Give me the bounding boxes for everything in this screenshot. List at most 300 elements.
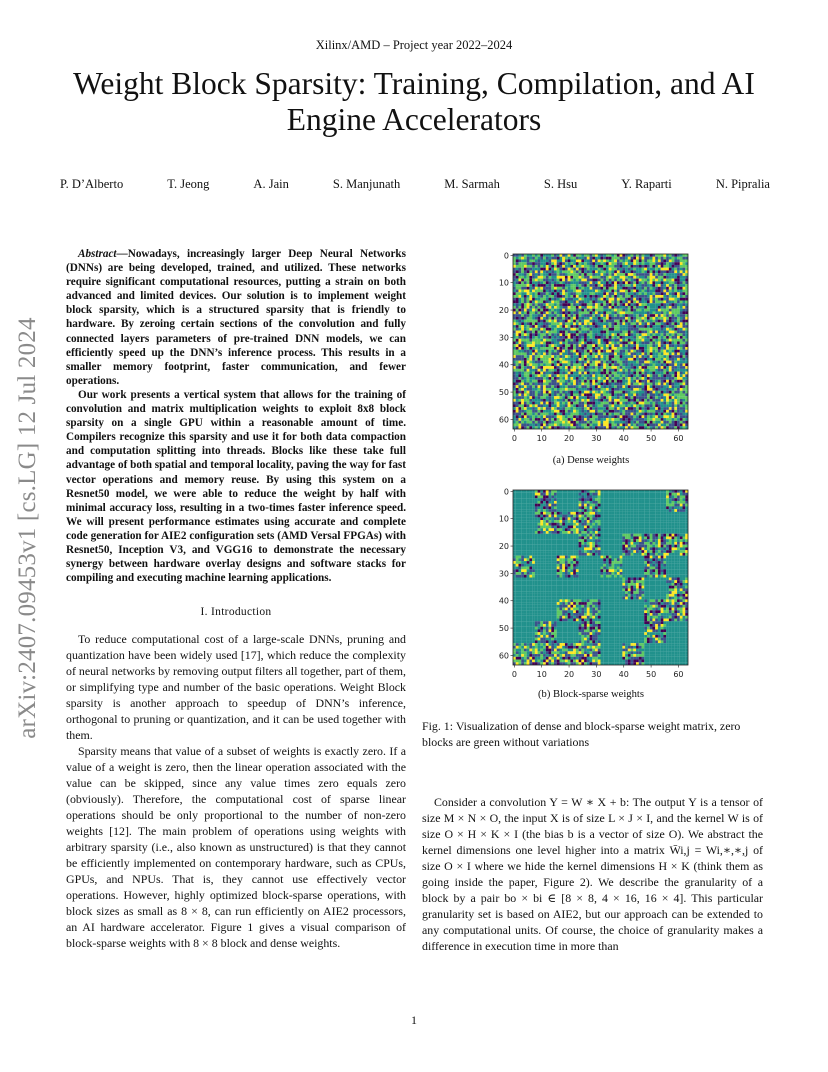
heatmap-cell (554, 372, 557, 375)
heatmap-cell (581, 407, 584, 410)
heatmap-cell (562, 385, 565, 388)
heatmap-cell (633, 509, 636, 512)
heatmap-cell (628, 391, 631, 394)
heatmap-cell (628, 339, 631, 342)
heatmap-cell (587, 265, 590, 268)
heatmap-cell (527, 380, 530, 383)
heatmap-cell (636, 366, 639, 369)
heatmap-cell (535, 369, 538, 372)
heatmap-cell (672, 407, 675, 410)
heatmap-cell (614, 520, 617, 523)
heatmap-cell (559, 407, 562, 410)
heatmap-cell (576, 325, 579, 328)
heatmap-cell (663, 515, 666, 518)
heatmap-cell (642, 523, 645, 526)
heatmap-cell (549, 399, 552, 402)
heatmap-cell (666, 493, 669, 496)
heatmap-cell (581, 339, 584, 342)
heatmap-cell (663, 314, 666, 317)
heatmap-cell (661, 300, 664, 303)
heatmap-cell (661, 369, 664, 372)
heatmap-cell (669, 314, 672, 317)
heatmap-cell (674, 257, 677, 260)
heatmap-cell (576, 347, 579, 350)
heatmap-cell (611, 523, 614, 526)
heatmap-cell (617, 523, 620, 526)
heatmap-cell (568, 355, 571, 358)
heatmap-cell (611, 342, 614, 345)
heatmap-cell (683, 350, 686, 353)
heatmap-cell (683, 421, 686, 424)
heatmap-cell (655, 399, 658, 402)
heatmap-cell (609, 270, 612, 273)
heatmap-cell (521, 377, 524, 380)
heatmap-cell (570, 311, 573, 314)
heatmap-cell (603, 358, 606, 361)
heatmap-cell (592, 265, 595, 268)
heatmap-cell (614, 410, 617, 413)
heatmap-cell (631, 498, 634, 501)
heatmap-cell (644, 396, 647, 399)
heatmap-cell (532, 317, 535, 320)
heatmap-cell (521, 418, 524, 421)
heatmap-cell (543, 276, 546, 279)
heatmap-cell (532, 306, 535, 309)
heatmap-cell (603, 421, 606, 424)
heatmap-cell (601, 333, 604, 336)
heatmap-cell (557, 259, 560, 262)
heatmap-cell (538, 374, 541, 377)
heatmap-cell (633, 336, 636, 339)
heatmap-cell (611, 404, 614, 407)
heatmap-cell (551, 352, 554, 355)
heatmap-cell (666, 380, 669, 383)
heatmap-cell (683, 391, 686, 394)
heatmap-cell (655, 498, 658, 501)
heatmap-cell (614, 372, 617, 375)
heatmap-cell (680, 410, 683, 413)
heatmap-cell (669, 352, 672, 355)
heatmap-cell (628, 504, 631, 507)
heatmap-cell (535, 270, 538, 273)
heatmap-cell (663, 512, 666, 515)
heatmap-cell (652, 342, 655, 345)
heatmap-cell (644, 358, 647, 361)
heatmap-cell (554, 262, 557, 265)
heatmap-cell (655, 320, 658, 323)
heatmap-cell (674, 421, 677, 424)
heatmap-cell (543, 509, 546, 512)
heatmap-cell (672, 344, 675, 347)
heatmap-cell (546, 322, 549, 325)
heatmap-cell (661, 281, 664, 284)
heatmap-cell (683, 418, 686, 421)
heatmap-cell (513, 424, 516, 427)
heatmap-cell (644, 268, 647, 271)
heatmap-cell (581, 265, 584, 268)
heatmap-cell (546, 259, 549, 262)
heatmap-cell (529, 311, 532, 314)
heatmap-cell (601, 317, 604, 320)
heatmap-cell (647, 254, 650, 257)
heatmap-cell (557, 363, 560, 366)
heatmap-cell (609, 276, 612, 279)
heatmap-cell (521, 339, 524, 342)
heatmap-cell (674, 311, 677, 314)
heatmap-cell (527, 361, 530, 364)
heatmap-cell (606, 498, 609, 501)
heatmap-cell (611, 512, 614, 515)
heatmap-cell (521, 415, 524, 418)
heatmap-cell (587, 515, 590, 518)
heatmap-cell (661, 355, 664, 358)
heatmap-cell (652, 388, 655, 391)
heatmap-cell (669, 298, 672, 301)
heatmap-cell (622, 287, 625, 290)
heatmap-cell (587, 424, 590, 427)
heatmap-cell (590, 501, 593, 504)
heatmap-cell (538, 509, 541, 512)
heatmap-cell (642, 410, 645, 413)
heatmap-cell (647, 257, 650, 260)
heatmap-cell (642, 404, 645, 407)
heatmap-cell (669, 273, 672, 276)
heatmap-cell (617, 383, 620, 386)
heatmap-cell (683, 265, 686, 268)
heatmap-cell (516, 402, 519, 405)
heatmap-cell (521, 350, 524, 353)
heatmap-cell (628, 306, 631, 309)
heatmap-cell (611, 270, 614, 273)
heatmap-cell (603, 333, 606, 336)
heatmap-cell (622, 265, 625, 268)
heatmap-cell (636, 300, 639, 303)
heatmap-cell (650, 399, 653, 402)
heatmap-cell (683, 331, 686, 334)
heatmap-cell (568, 490, 571, 493)
heatmap-cell (513, 377, 516, 380)
heatmap-cell (527, 493, 530, 496)
heatmap-cell (642, 311, 645, 314)
heatmap-cell (677, 347, 680, 350)
heatmap-cell (611, 355, 614, 358)
heatmap-cell (644, 418, 647, 421)
heatmap-cell (650, 523, 653, 526)
heatmap-cell (546, 311, 549, 314)
heatmap-cell (669, 270, 672, 273)
heatmap-cell (557, 377, 560, 380)
heatmap-cell (521, 295, 524, 298)
heatmap-cell (559, 380, 562, 383)
heatmap-cell (611, 336, 614, 339)
heatmap-cell (529, 265, 532, 268)
heatmap-cell (576, 336, 579, 339)
heatmap-cell (628, 342, 631, 345)
heatmap-cell (557, 344, 560, 347)
heatmap-cell (513, 331, 516, 334)
heatmap-cell (549, 336, 552, 339)
heatmap-cell (611, 325, 614, 328)
heatmap-cell (620, 279, 623, 282)
heatmap-cell (614, 257, 617, 260)
heatmap-cell (614, 396, 617, 399)
heatmap-cell (513, 270, 516, 273)
heatmap-cell (529, 262, 532, 265)
heatmap-cell (617, 292, 620, 295)
heatmap-cell (524, 257, 527, 260)
heatmap-cell (516, 336, 519, 339)
heatmap-cell (647, 504, 650, 507)
heatmap-cell (559, 352, 562, 355)
heatmap-cell (674, 306, 677, 309)
heatmap-cell (562, 374, 565, 377)
heatmap-cell (672, 383, 675, 386)
heatmap-cell (595, 309, 598, 312)
heatmap-cell (606, 383, 609, 386)
heatmap-cell (666, 311, 669, 314)
heatmap-cell (642, 506, 645, 509)
heatmap-cell (535, 342, 538, 345)
heatmap-cell (631, 501, 634, 504)
heatmap-cell (568, 350, 571, 353)
heatmap-cell (611, 413, 614, 416)
heatmap-cell (628, 509, 631, 512)
heatmap-cell (595, 336, 598, 339)
heatmap-cell (516, 501, 519, 504)
heatmap-cell (551, 410, 554, 413)
heatmap-cell (666, 279, 669, 282)
heatmap-cell (658, 372, 661, 375)
heatmap-cell (516, 526, 519, 529)
heatmap-cell (565, 493, 568, 496)
heatmap-cell (633, 254, 636, 257)
heatmap-cell (622, 309, 625, 312)
heatmap-cell (633, 506, 636, 509)
heatmap-cell (529, 314, 532, 317)
heatmap-cell (549, 393, 552, 396)
heatmap-cell (576, 407, 579, 410)
heatmap-cell (677, 298, 680, 301)
heatmap-cell (595, 325, 598, 328)
heatmap-cell (581, 347, 584, 350)
heatmap-cell (633, 495, 636, 498)
heatmap-cell (636, 352, 639, 355)
heatmap-cell (652, 281, 655, 284)
heatmap-cell (535, 493, 538, 496)
heatmap-cell (631, 298, 634, 301)
heatmap-cell (524, 281, 527, 284)
heatmap-cell (631, 424, 634, 427)
heatmap-cell (592, 350, 595, 353)
heatmap-cell (601, 509, 604, 512)
heatmap-cell (663, 311, 666, 314)
heatmap-cell (658, 388, 661, 391)
heatmap-cell (521, 393, 524, 396)
heatmap-cell (543, 383, 546, 386)
heatmap-cell (642, 292, 645, 295)
heatmap-cell (513, 309, 516, 312)
heatmap-cell (538, 410, 541, 413)
heatmap-cell (529, 410, 532, 413)
heatmap-cell (540, 369, 543, 372)
heatmap-cell (642, 424, 645, 427)
heatmap-cell (587, 383, 590, 386)
heatmap-cell (546, 254, 549, 257)
heatmap-cell (639, 372, 642, 375)
heatmap-cell (549, 418, 552, 421)
heatmap-cell (622, 393, 625, 396)
heatmap-cell (611, 402, 614, 405)
heatmap-cell (554, 490, 557, 493)
heatmap-cell (592, 259, 595, 262)
heatmap-cell (579, 273, 582, 276)
heatmap-cell (565, 501, 568, 504)
heatmap-cell (573, 295, 576, 298)
heatmap-cell (579, 331, 582, 334)
heatmap-cell (622, 262, 625, 265)
heatmap-cell (674, 292, 677, 295)
heatmap-cell (570, 402, 573, 405)
heatmap-cell (559, 314, 562, 317)
heatmap-cell (666, 265, 669, 268)
heatmap-cell (540, 380, 543, 383)
heatmap-cell (538, 303, 541, 306)
heatmap-cell (677, 377, 680, 380)
heatmap-cell (633, 300, 636, 303)
heatmap-cell (598, 350, 601, 353)
heatmap-cell (587, 493, 590, 496)
heatmap-cell (532, 501, 535, 504)
heatmap-cell (666, 331, 669, 334)
heatmap-cell (633, 331, 636, 334)
heatmap-cell (639, 287, 642, 290)
heatmap-cell (650, 380, 653, 383)
heatmap-cell (538, 372, 541, 375)
heatmap-cell (551, 388, 554, 391)
heatmap-cell (516, 262, 519, 265)
heatmap-cell (521, 490, 524, 493)
heatmap-cell (625, 396, 628, 399)
heatmap-cell (647, 490, 650, 493)
heatmap-cell (609, 322, 612, 325)
heatmap-cell (680, 520, 683, 523)
heatmap-cell (661, 407, 664, 410)
heatmap-cell (658, 303, 661, 306)
heatmap-cell (620, 311, 623, 314)
heatmap-cell (538, 336, 541, 339)
heatmap-cell (538, 418, 541, 421)
intro-paragraph: Sparsity means that value of a subset of weights is exactly zero. If a value of a weight is zero, then the linear operation associated with the value can be skipped, since any value times zero equals zero (obviously). Therefore, the computational cost of sparse linear operations should be only proportional to the number of non-zero weights [12]. The main problem of operations using weights with arbitrary sparsity (i.e., also known as unstructured) is that they cannot be efficiently implemented on contemporary hardware, such as CPUs, GPUs, and NPUs. That is, they cannot use effectively vector operations. However, highly optimized block-sparse operations, with block sizes as small as 8 × 8, can run efficiently on AIE2 processors, an AI hardware accelerator. Figure 1 gives a visual comparison of block-sparse weights with 8 × 8 block and dense weights. (66, 744, 406, 950)
heatmap-cell (551, 257, 554, 260)
heatmap-cell (543, 358, 546, 361)
heatmap-cell (592, 317, 595, 320)
heatmap-cell (620, 385, 623, 388)
heatmap-cell (661, 306, 664, 309)
heatmap-cell (568, 325, 571, 328)
heatmap-cell (639, 273, 642, 276)
heatmap-cell (617, 268, 620, 271)
heatmap-cell (669, 257, 672, 260)
heatmap-cell (562, 506, 565, 509)
heatmap-cell (518, 493, 521, 496)
heatmap-cell (579, 506, 582, 509)
heatmap-cell (631, 495, 634, 498)
heatmap-cell (554, 328, 557, 331)
heatmap-cell (513, 333, 516, 336)
heatmap-cell (636, 380, 639, 383)
heatmap-cell (518, 331, 521, 334)
heatmap-cell (562, 287, 565, 290)
heatmap-cell (636, 336, 639, 339)
heatmap-cell (677, 336, 680, 339)
heatmap-cell (677, 317, 680, 320)
heatmap-cell (562, 309, 565, 312)
heatmap-cell (672, 254, 675, 257)
heatmap-cell (655, 347, 658, 350)
heatmap-cell (628, 314, 631, 317)
heatmap-cell (672, 512, 675, 515)
heatmap-cell (677, 374, 680, 377)
heatmap-cell (568, 298, 571, 301)
heatmap-cell (639, 355, 642, 358)
heatmap-cell (661, 498, 664, 501)
heatmap-cell (535, 515, 538, 518)
heatmap-cell (521, 317, 524, 320)
heatmap-cell (568, 495, 571, 498)
heatmap-cell (636, 331, 639, 334)
heatmap-cell (598, 366, 601, 369)
heatmap-cell (513, 515, 516, 518)
heatmap-cell (524, 352, 527, 355)
heatmap-cell (513, 501, 516, 504)
heatmap-cell (535, 254, 538, 257)
heatmap-cell (672, 410, 675, 413)
heatmap-cell (538, 495, 541, 498)
heatmap-cell (543, 369, 546, 372)
heatmap-cell (529, 369, 532, 372)
heatmap-cell (680, 372, 683, 375)
heatmap-cell (636, 281, 639, 284)
heatmap-cell (527, 501, 530, 504)
heatmap-cell (598, 399, 601, 402)
heatmap-cell (606, 407, 609, 410)
heatmap-cell (592, 287, 595, 290)
heatmap-cell (587, 292, 590, 295)
heatmap-cell (532, 311, 535, 314)
heatmap-cell (622, 336, 625, 339)
heatmap-cell (587, 350, 590, 353)
heatmap-cell (622, 498, 625, 501)
heatmap-cell (535, 306, 538, 309)
heatmap-cell (587, 306, 590, 309)
heatmap-cell (579, 523, 582, 526)
heatmap-cell (603, 509, 606, 512)
heatmap-cell (543, 421, 546, 424)
heatmap-cell (568, 284, 571, 287)
heatmap-cell (661, 396, 664, 399)
heatmap-cell (516, 498, 519, 501)
heatmap-cell (568, 290, 571, 293)
heatmap-cell (559, 383, 562, 386)
heatmap-cell (587, 262, 590, 265)
heatmap-cell (606, 506, 609, 509)
heatmap-cell (601, 404, 604, 407)
heatmap-cell (663, 493, 666, 496)
heatmap-cell (549, 257, 552, 260)
heatmap-cell (677, 509, 680, 512)
heatmap-cell (576, 377, 579, 380)
heatmap-cell (587, 333, 590, 336)
